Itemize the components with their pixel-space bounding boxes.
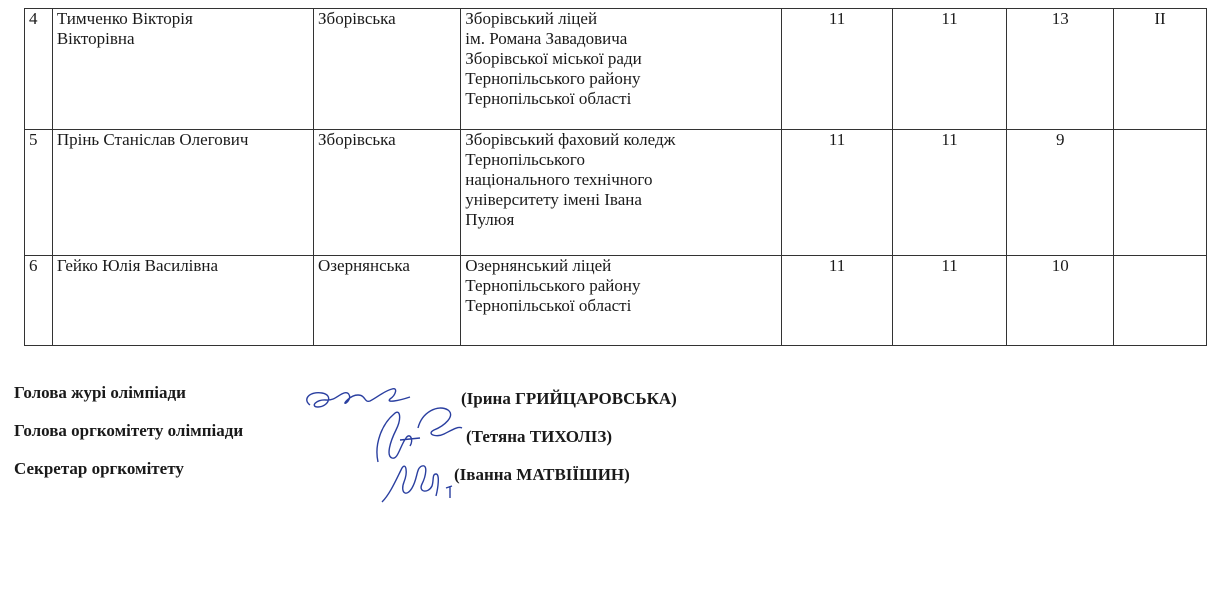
school-cell: Озернянський ліцей Тернопільського району Тернопільської області [461,256,782,346]
signature-name: (Тетяна ТИХОЛІЗ) [466,427,613,446]
participant-name: Гейко Юлія Василівна [52,256,313,346]
signature-name: (Ірина ГРИЙЦАРОВСЬКА) [461,389,677,408]
school-cell: Зборівський ліцей ім. Романа Завадовича Зборівської міської ради Тернопільського району Тернопільської області [461,9,782,130]
row-number: 6 [25,256,53,346]
row-number: 5 [25,130,53,256]
class-taught-cell: 11 [892,256,1007,346]
class-taught-cell: 11 [892,9,1007,130]
score-cell: 13 [1007,9,1114,130]
place-cell: II [1114,9,1207,130]
class-taught-cell: 11 [892,130,1007,256]
signature-name: (Іванна МАТВІЇШИН) [454,465,630,484]
school-cell: Зборівський фаховий коледж Тернопільського національного технічного університету імені Івана Пулюя [461,130,782,256]
community-cell: Зборівська [314,130,461,256]
participant-name: Прінь Станіслав Олегович [52,130,313,256]
table-row [25,130,1207,256]
table-row [25,9,1207,130]
signature-scribble-icon [372,458,462,510]
score-cell: 9 [1007,130,1114,256]
class-cell: 11 [782,130,893,256]
table-row [25,256,1207,346]
signature-role: Голова журі олімпіади [14,383,186,402]
row-number: 4 [25,9,53,130]
score-cell: 10 [1007,256,1114,346]
signature-role: Секретар оргкомітету [14,459,184,478]
class-cell: 11 [782,256,893,346]
class-cell: 11 [782,9,893,130]
place-cell [1114,256,1207,346]
place-cell [1114,130,1207,256]
participant-name: Тимченко Вікторія Вікторівна [52,9,313,130]
community-cell: Зборівська [314,9,461,130]
signature-role: Голова оргкомітету олімпіади [14,421,244,440]
results-table [24,8,1207,346]
community-cell: Озернянська [314,256,461,346]
